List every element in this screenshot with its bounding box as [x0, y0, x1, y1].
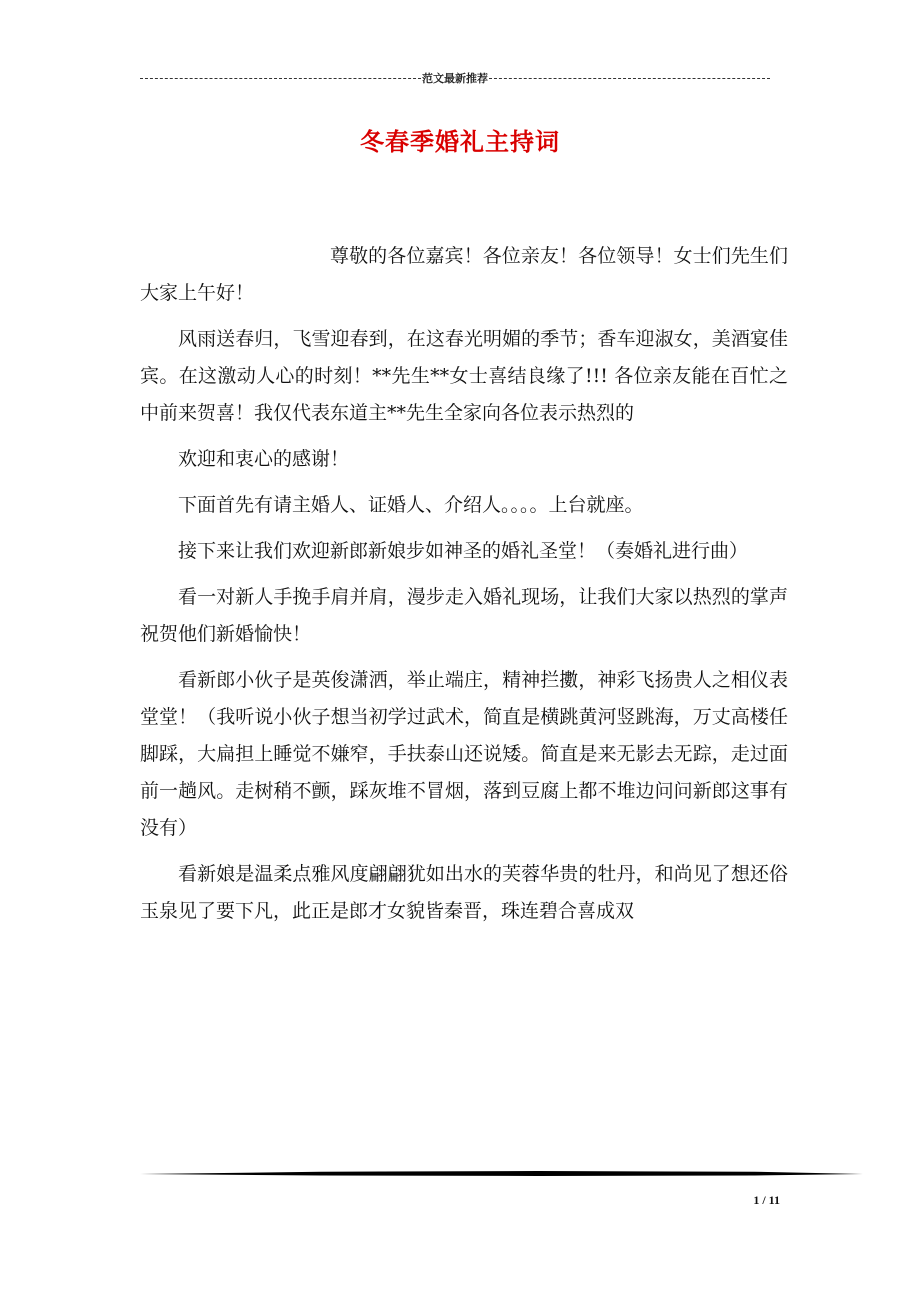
header-label: 范文最新推荐	[422, 72, 488, 85]
header-dashed-line-left	[140, 78, 421, 79]
page-number: 1 / 11	[753, 1193, 780, 1207]
paragraph: 风雨送春归，飞雪迎春到，在这春光明媚的季节；香车迎淑女，美酒宴佳宾。在这激动人心的时刻！**先生**女士喜结良缘了!!! 各位亲友能在百忙之中前来贺喜！我仅代表东道主**先生全家向各位表示热烈的	[140, 328, 788, 424]
document-body	[140, 238, 788, 939]
paragraph: 看新娘是温柔点雅风度翩翩犹如出水的芙蓉华贵的牡丹，和尚见了想还俗玉泉见了要下凡，此正是郎才女貌皆秦晋，珠连碧合喜成双	[140, 863, 788, 922]
header-dashed-line-right	[489, 78, 770, 79]
footer-divider	[140, 1171, 863, 1176]
paragraph: 下面首先有请主婚人、证婚人、介绍人。。。。上台就座。	[178, 494, 644, 516]
paragraph: 欢迎和衷心的感谢！	[178, 448, 350, 470]
document-title: 冬春季婚礼主持词	[360, 127, 560, 156]
paragraph: 接下来让我们欢迎新郎新娘步如神圣的婚礼圣堂！（奏婚礼进行曲）	[178, 540, 749, 562]
paragraph: 看一对新人手挽手肩并肩，漫步走入婚礼现场，让我们大家以热烈的掌声祝贺他们新婚愉快！	[140, 586, 788, 645]
page-header	[140, 70, 770, 86]
paragraph: 看新郎小伙子是英俊潇洒，举止端庄，精神拦擻，神彩飞扬贵人之相仪表堂堂！（我听说小伙子想当初学过武术，简直是横跳黄河竖跳海，万丈高楼任脚踩，大扁担上睡觉不嫌窄，手扶泰山还说矮。简直是来无影去无踪，走过面前一趟风。走树稍不颤，踩灰堆不冒烟，落到豆腐上都不堆边问问新郎这事有没有）	[140, 669, 788, 839]
paragraph-greeting: 尊敬的各位嘉宾！各位亲友！各位领导！女士们先生们大家上午好！	[140, 245, 788, 304]
